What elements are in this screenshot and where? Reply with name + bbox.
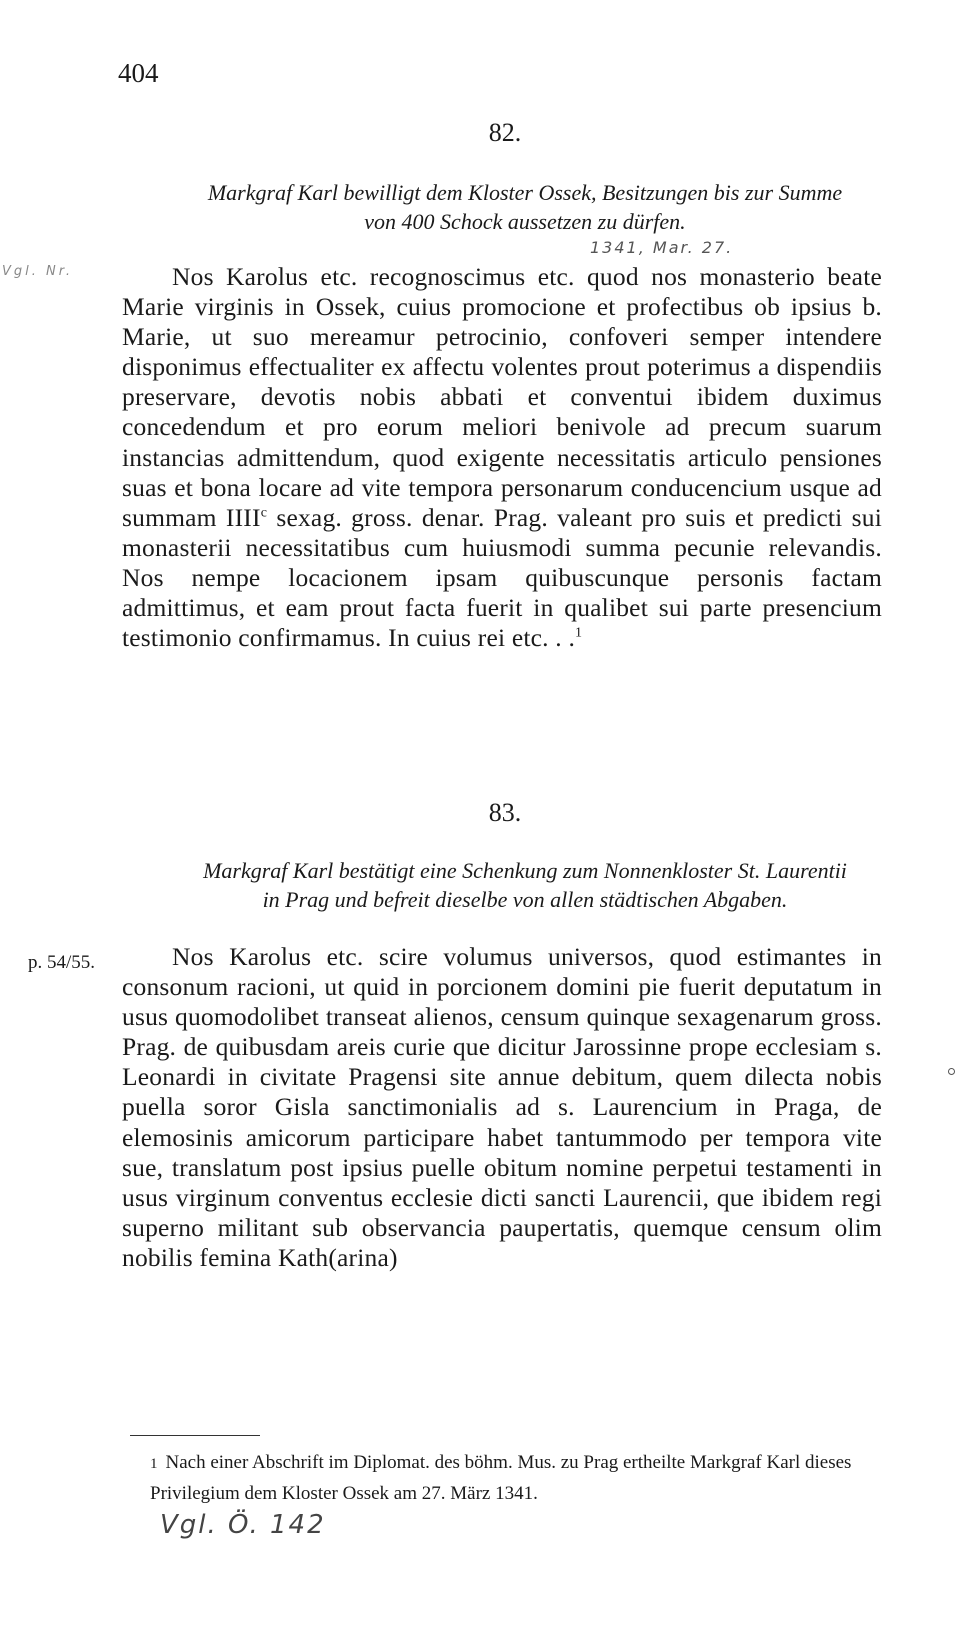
summary-line: von 400 Schock aussetzen zu dürfen. (364, 209, 686, 234)
document-number-82: 82. (488, 118, 522, 147)
footnote-number: 1 (150, 1456, 158, 1472)
handwritten-date: 1341, Mar. 27. (590, 238, 734, 257)
summary-line: Markgraf Karl bestätigt eine Schenkung zum Nonnenkloster St. Laurentii (203, 858, 847, 883)
document-body-82 (122, 262, 882, 653)
paper-speck (948, 1068, 955, 1075)
document-body-83 (122, 942, 882, 1273)
summary-line: Markgraf Karl bewilligt dem Kloster Ossek, Besitzungen bis zur Summe (207, 180, 843, 205)
handwritten-margin-mark: Vgl. Nr. (2, 264, 74, 279)
summary-line: in Prag und befreit dieselbe von allen städtischen Abgaben. (262, 887, 788, 912)
margin-page-reference: p. 54/55. (28, 952, 96, 973)
page-number: 404 (118, 58, 159, 88)
body-text: Nos Karolus etc. scire volumus universos, quod estimantes in consonum racioni, ut quid in porcionem domini pie fuerit deputatum in usus quomodolibet transeat alienos, censum quinque sexagenarum gross. Prag. de quibusdam areis curie que dicitur Jarossinne prope ecclesiam s. Leonardi in civitate Pragensi site annue debitum, quem dilecta nobis puella soror Gisla sanctimonialis ad s. Laurencium in Praga, de elemosinis amicorum participare habet tantummodo per tempora vite sue, translatum post ipsius puelle obitum nomine perpetui testamenti in usus virginum conventus ecclesie dicti sancti Laurencii, que ibidem regi superno militant sub observancia paupertatis, quemque censum olim nobilis femina Kath(arina) (122, 942, 882, 1272)
handwritten-note: Vgl. Ö. 142 (160, 1510, 326, 1540)
footnote-text: Nach einer Abschrift im Diplomat. des böhm. Mus. zu Prag ertheilte Markgraf Karl dieses Privilegium dem Kloster Ossek am 27. März 1341. (150, 1452, 852, 1504)
document-summary-83 (130, 856, 920, 914)
document-number-83: 83. (488, 798, 522, 827)
body-text-continued: sexag. gross. denar. Prag. valeant pro suis et predicti sui monasterii necessitatibus cum huiusmodi summa pecunie relevandis. Nos nempe locacionem ipsam quibuscunque personis factam admittimus, et eam prout facta fuerit in qualibet sui parte presencium testimonio confirmamus. In cuius rei etc. . . (122, 502, 882, 653)
footnote-divider (130, 1435, 260, 1436)
document-summary-82 (130, 178, 920, 236)
footnote (150, 1448, 890, 1509)
footnote-reference: 1 (575, 625, 583, 641)
body-text: Nos Karolus etc. recognoscimus etc. quod nos monasterio beate Marie virginis in Ossek, cuius promocione et profectibus ob ipsius b. Marie, ut suo mereamur petrocinio, confoveri semper intendere disponimus effectualiter ex affectu volentes prout poterimus a dispendiis preservare, devotis nobis abbati et conventui ibidem duximus concedendum et pro eorum meliori benivole ad precum suarum instancias admittendum, quod exigente necessitatis articulo pensiones suas et bona locare ad vite tempora personarum conducencium usque ad summam IIII (122, 262, 882, 532)
superscript: c (260, 505, 268, 521)
